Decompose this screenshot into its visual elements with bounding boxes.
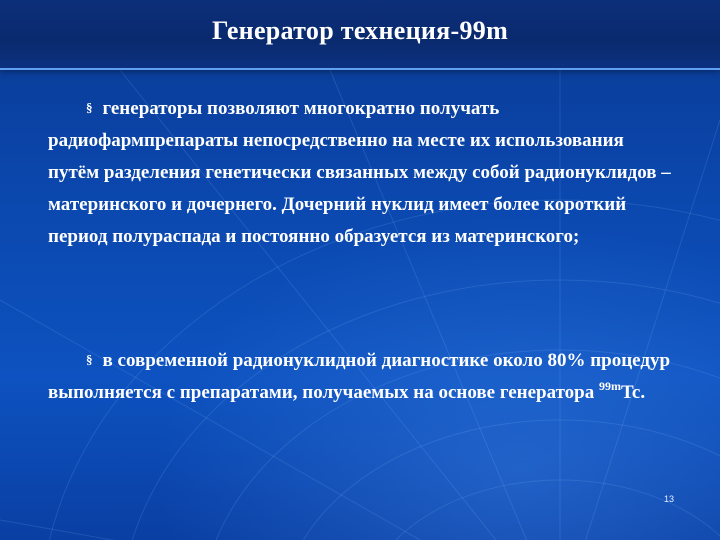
bullet-paragraph-1 <box>48 92 678 253</box>
bullet-paragraph-2 <box>48 344 678 409</box>
slide-title: Генератор технеция-99m <box>211 16 509 45</box>
title-bar <box>0 0 720 70</box>
paragraph-2-text: в современной радионуклидной диагностике около 80% процедур выполняется с препаратами, получаемых на основе генератора <box>48 350 671 403</box>
paragraph-1-text: генераторы позволяют многократно получать радиофармпрепараты непосредственно на месте их использования путём разделения генетически связанных между собой радионуклидов – материнского и дочернего. Дочерний нуклид имеет более короткий период полураспада и постоянно образуется из материнского; <box>48 98 671 247</box>
bullet-marker: § <box>86 100 93 115</box>
bullet-marker: § <box>86 352 93 367</box>
isotope-mass-superscript: 99m <box>599 379 621 393</box>
page-number: 13 <box>663 494 674 504</box>
isotope-symbol: Tc. <box>621 382 646 403</box>
